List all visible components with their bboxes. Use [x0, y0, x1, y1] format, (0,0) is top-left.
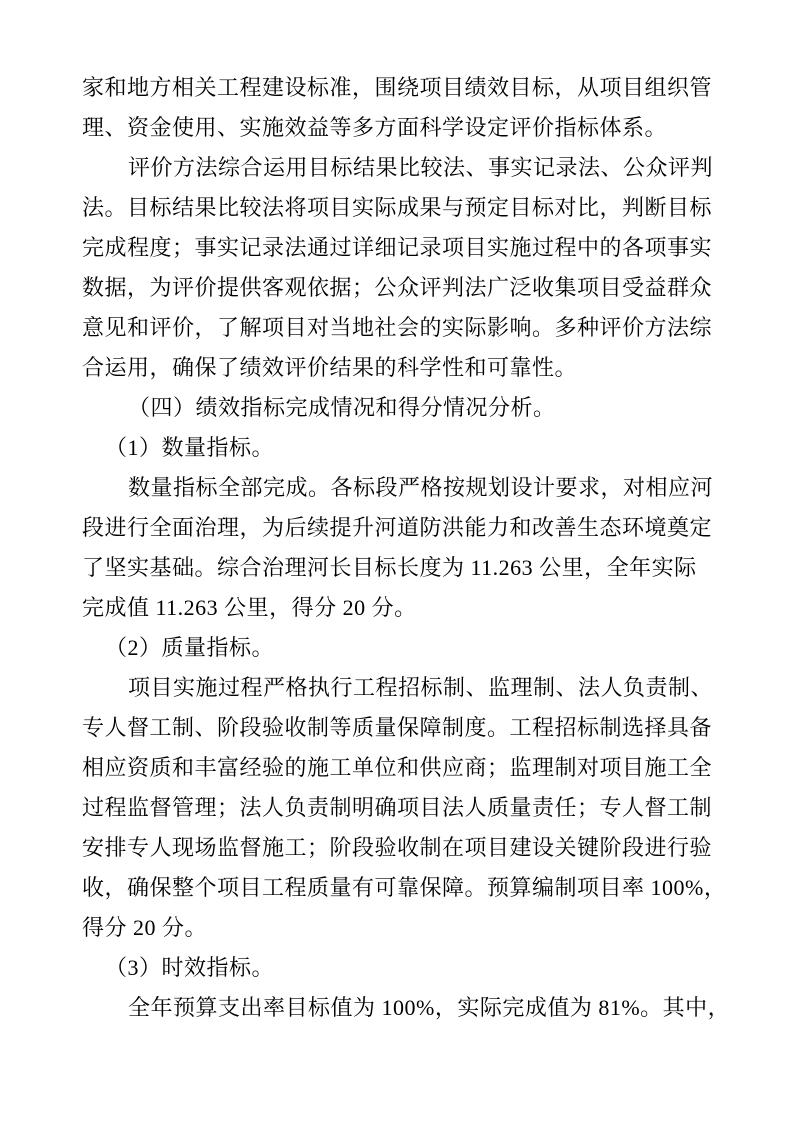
sub-heading: （3）时效指标。 — [105, 955, 275, 980]
sub-heading: （1）数量指标。 — [105, 435, 275, 460]
body-line: 意见和评价，了解项目对当地社会的实际影响。多种评价方法综 — [82, 315, 713, 340]
body-line: 数量指标全部完成。各标段严格按规划设计要求，对相应河 — [128, 475, 714, 500]
body-line: 安排专人现场监督施工；阶段验收制在项目建设关键阶段进行验 — [82, 835, 713, 860]
body-line: 得分 20 分。 — [82, 915, 208, 940]
body-line: 过程监督管理；法人负责制明确项目法人质量责任；专人督工制 — [82, 795, 713, 820]
body-line: 相应资质和丰富经验的施工单位和供应商；监理制对项目施工全 — [82, 755, 713, 780]
body-line: 项目实施过程严格执行工程招标制、监理制、法人负责制、 — [128, 675, 714, 700]
body-line: 收，确保整个项目工程质量有可靠保障。预算编制项目率 100%， — [82, 875, 727, 900]
body-line: 全年预算支出率目标值为 100%，实际完成值为 81%。其中， — [128, 995, 731, 1020]
body-line: 理、资金使用、实施效益等多方面科学设定评价指标体系。 — [82, 115, 668, 140]
section-heading: （四）绩效指标完成情况和得分情况分析。 — [128, 395, 556, 420]
sub-heading: （2）质量指标。 — [105, 635, 275, 660]
body-line: 合运用，确保了绩效评价结果的科学性和可靠性。 — [82, 355, 578, 380]
body-line: 完成程度；事实记录法通过详细记录项目实施过程中的各项事实 — [82, 235, 713, 260]
body-line: 评价方法综合运用目标结果比较法、事实记录法、公众评判 — [128, 155, 714, 180]
body-line: 了坚实基础。综合治理河长目标长度为 11.263 公里，全年实际 — [82, 555, 697, 580]
body-line: 法。目标结果比较法将项目实际成果与预定目标对比，判断目标 — [82, 195, 713, 220]
body-line: 数据，为评价提供客观依据；公众评判法广泛收集项目受益群众 — [82, 275, 713, 300]
document-text-block — [82, 68, 742, 1028]
body-line: 专人督工制、阶段验收制等质量保障制度。工程招标制选择具备 — [82, 715, 713, 740]
body-line: 家和地方相关工程建设标准，围绕项目绩效目标，从项目组织管 — [82, 75, 713, 100]
body-line: 完成值 11.263 公里，得分 20 分。 — [82, 595, 417, 620]
body-line: 段进行全面治理，为后续提升河道防洪能力和改善生态环境奠定 — [82, 515, 713, 540]
